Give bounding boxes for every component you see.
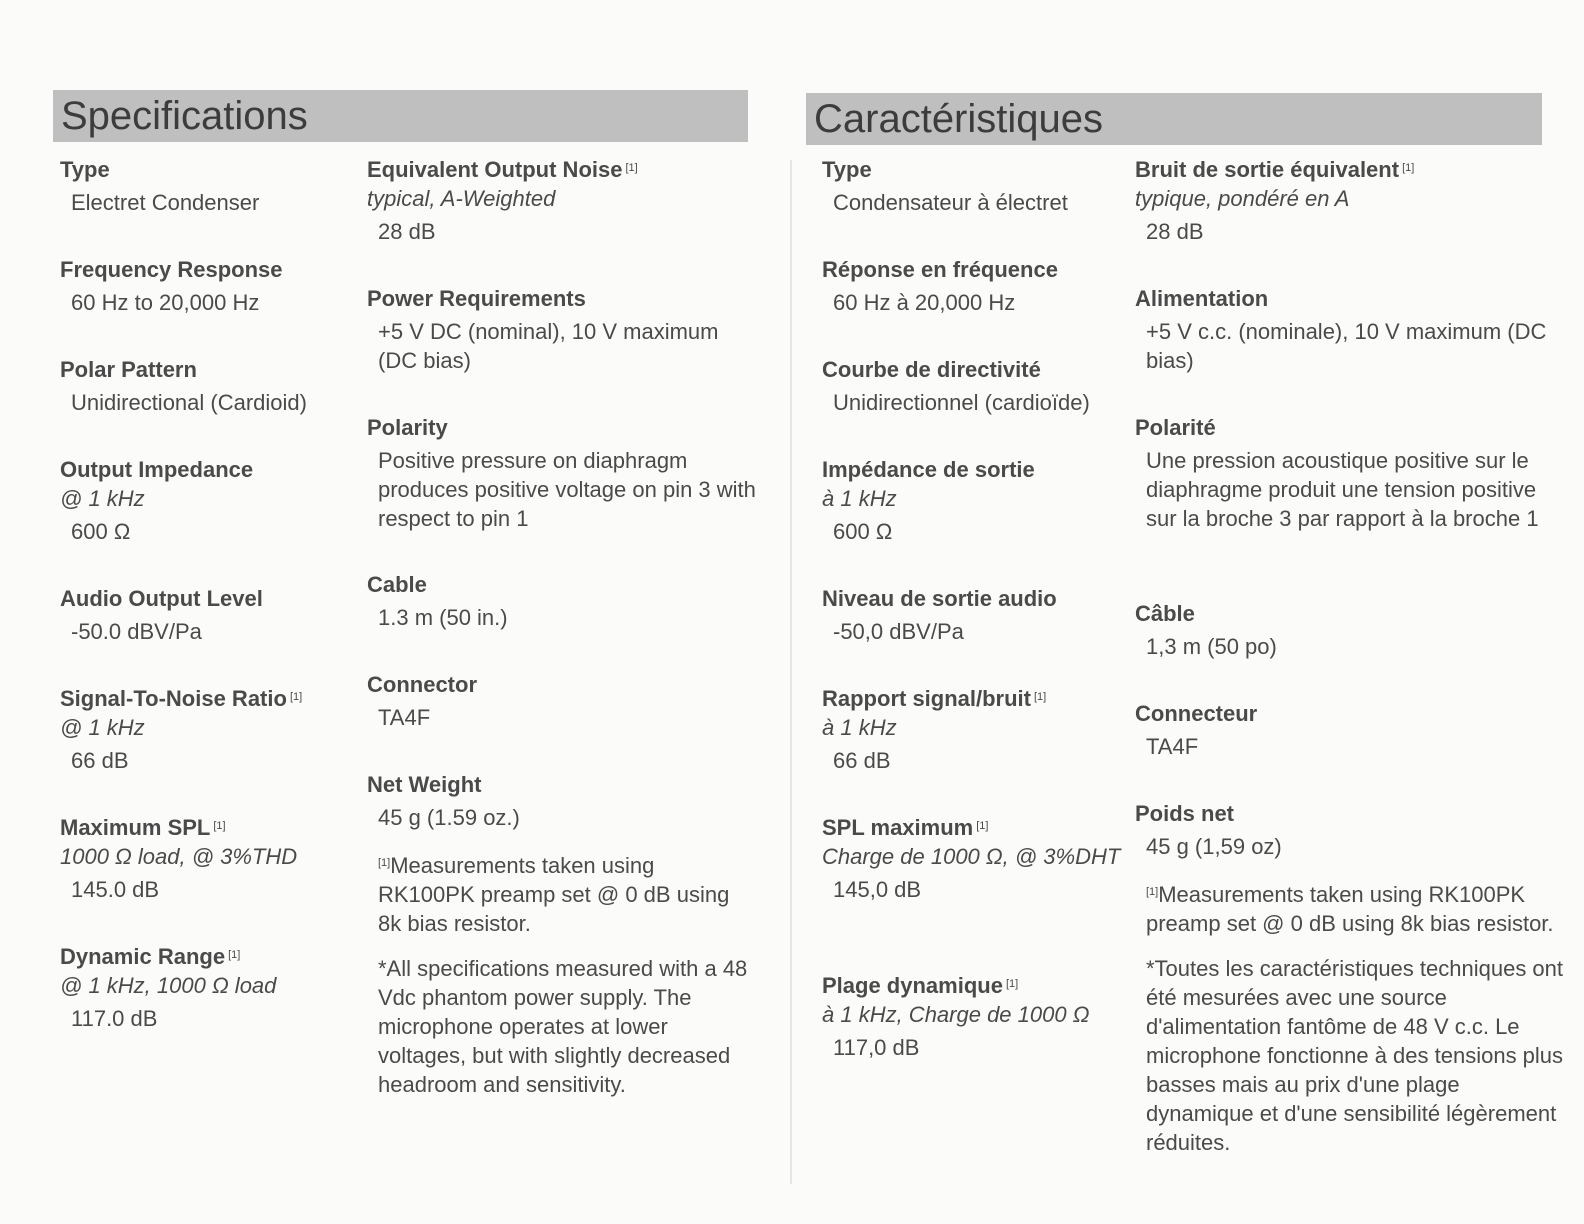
spec-value: 117,0 dB [833,1035,920,1060]
spec-connector [367,671,757,771]
spec-net-weight [367,771,757,851]
spec-condition: à 1 kHz [822,486,897,511]
spec-label [822,685,1122,713]
spec-type [60,156,350,256]
spec-label [822,814,1122,842]
spec-cable [367,571,757,671]
spec-polarity [1135,414,1565,600]
spec-value: TA4F [1146,734,1199,759]
spec-label: Type [60,157,110,182]
footnote-text: Measurements taken using RK100PK preamp set @ 0 dB using 8k bias resistor. [1146,882,1554,936]
spec-label-text: Maximum SPL [60,815,211,840]
spec-equivalent-output-noise [367,156,757,285]
spec-signal-to-noise [60,685,350,814]
spec-label-text: Signal-To-Noise Ratio [60,686,287,711]
spec-value: 600 Ω [71,519,131,544]
spec-value: 45 g (1,59 oz) [1146,834,1282,859]
spec-condition: Charge de 1000 Ω, @ 3%DHT [822,844,1121,869]
spec-output-impedance [60,456,350,585]
spec-value: 60 Hz à 20,000 Hz [833,290,1016,315]
footnote-marker: [1] [289,691,303,703]
spec-maximum-spl [822,814,1122,972]
spec-label [367,156,757,184]
spec-label: Courbe de directivité [822,357,1041,382]
footnote-marker: [1] [1146,886,1159,898]
spec-value: -50,0 dBV/Pa [833,619,964,644]
spec-polar-pattern [822,356,1122,456]
specifications-header: Specifications [53,90,748,142]
spec-output-impedance [822,456,1122,585]
spec-value: 66 dB [71,748,129,773]
spec-value: +5 V c.c. (nominale), 10 V maximum (DC bias) [1146,319,1547,373]
spec-label [60,814,350,842]
phantom-power-note: *All specifications measured with a 48 Vdc phantom power supply. The microphone operates at lower voltages, but with slightly decreased headroom and sensitivity. [378,956,748,1097]
spec-condition: à 1 kHz, Charge de 1000 Ω [822,1002,1090,1027]
spec-value: Unidirectional (Cardioid) [71,390,307,415]
spec-value: Condensateur à électret [833,190,1068,215]
spec-label-text: Bruit de sortie équivalent [1135,157,1400,182]
spec-value: 28 dB [1146,219,1204,244]
spec-label-text: SPL maximum [822,815,974,840]
spec-label: Connector [367,672,477,697]
spec-condition: typical, A-Weighted [367,186,556,211]
spec-power-requirements [367,285,757,414]
spec-condition: @ 1 kHz, 1000 Ω load [60,973,277,998]
spec-value: 117.0 dB [71,1006,158,1031]
footnote [367,851,757,938]
footnote-marker: [1] [976,820,989,832]
spec-value: 1.3 m (50 in.) [378,605,508,630]
spec-label: Réponse en fréquence [822,257,1058,282]
spec-polarity [367,414,757,571]
spec-label: Poids net [1135,801,1235,826]
spec-label-text: Dynamic Range [60,944,226,969]
en-right-column [367,156,757,1099]
spec-frequency-response [822,256,1122,356]
footnote-marker: [1] [1005,978,1019,990]
spec-connector [1135,700,1565,800]
spec-label: Frequency Response [60,257,283,282]
spec-label: Polar Pattern [60,357,197,382]
spec-label: Power Requirements [367,286,586,311]
spec-type [822,156,1122,256]
spec-polar-pattern [60,356,350,456]
fr-right-column [1135,156,1565,1157]
spec-label: Type [822,157,872,182]
spec-maximum-spl [60,814,350,943]
spec-signal-to-noise [822,685,1122,814]
spec-label [60,943,350,971]
footnote-marker: [1] [213,820,226,832]
spec-label: Polarity [367,415,448,440]
en-left-column [60,156,350,1033]
spec-value: 60 Hz to 20,000 Hz [71,290,260,315]
caracteristiques-header: Caractéristiques [806,93,1542,145]
spec-label: Polarité [1135,415,1216,440]
spec-condition: typique, pondéré en A [1135,186,1350,211]
spec-dynamic-range [822,972,1122,1062]
spec-label-text: Equivalent Output Noise [367,157,623,182]
spec-label-text: Plage dynamique [822,973,1003,998]
spec-net-weight [1135,800,1565,880]
spec-value: -50.0 dBV/Pa [71,619,202,644]
spec-value: 66 dB [833,748,891,773]
spec-audio-output-level [60,585,350,685]
spec-label: Audio Output Level [60,586,263,611]
spec-value: 1,3 m (50 po) [1146,634,1277,659]
footnote-marker: [1] [1402,162,1415,174]
spec-label: Output Impedance [60,457,254,482]
spec-value: +5 V DC (nominal), 10 V maximum (DC bias) [378,319,719,373]
spec-condition: @ 1 kHz [60,715,145,740]
spec-label: Net Weight [367,772,482,797]
spec-label: Niveau de sortie audio [822,586,1057,611]
spec-value: Une pression acoustique positive sur le diaphragme produit une tension positive sur la broche 3 par rapport à la broche 1 [1146,448,1539,531]
phantom-power-note: *Toutes les caractéristiques techniques ont été mesurées avec une source d'alimentation fantôme de 48 V c.c. Le microphone fonctionne à des tensions plus basses mais au prix d'une plage dynamique et d'une sensibilité légèrement réduites. [1146,956,1564,1155]
footnote-marker: [1] [1034,691,1047,703]
footnote [1135,880,1565,938]
spec-equivalent-output-noise [1135,156,1565,285]
spec-label: Câble [1135,601,1195,626]
spec-label: Cable [367,572,427,597]
spec-value: 145.0 dB [71,877,160,902]
column-divider [790,160,792,1184]
spec-dynamic-range [60,943,350,1033]
spec-label [1135,156,1565,184]
footnote-marker: [1] [228,949,241,961]
spec-value: 28 dB [378,219,436,244]
spec-condition: 1000 Ω load, @ 3%THD [60,844,298,869]
spec-label: Connecteur [1135,701,1258,726]
spec-value: TA4F [378,705,431,730]
fr-left-column [822,156,1122,1062]
spec-label: Alimentation [1135,286,1269,311]
spec-value: 145,0 dB [833,877,922,902]
spec-frequency-response [60,256,350,356]
spec-value: Positive pressure on diaphragm produces positive voltage on pin 3 with respect to pin 1 [378,448,756,531]
spec-condition: à 1 kHz [822,715,897,740]
spec-label [60,685,350,713]
spec-cable [1135,600,1565,700]
footnote-marker: [1] [378,857,391,869]
footnote-text: Measurements taken using RK100PK preamp set @ 0 dB using 8k bias resistor. [378,853,730,936]
footnote-marker: [1] [625,162,638,174]
spec-condition: @ 1 kHz [60,486,145,511]
spec-value: 45 g (1.59 oz.) [378,805,520,830]
spec-label [822,972,1122,1000]
spec-value: Electret Condenser [71,190,260,215]
spec-audio-output-level [822,585,1122,685]
spec-power-requirements [1135,285,1565,414]
spec-label: Impédance de sortie [822,457,1035,482]
spec-value: 600 Ω [833,519,893,544]
spec-value: Unidirectionnel (cardioïde) [833,390,1090,415]
spec-label-text: Rapport signal/bruit [822,686,1031,711]
